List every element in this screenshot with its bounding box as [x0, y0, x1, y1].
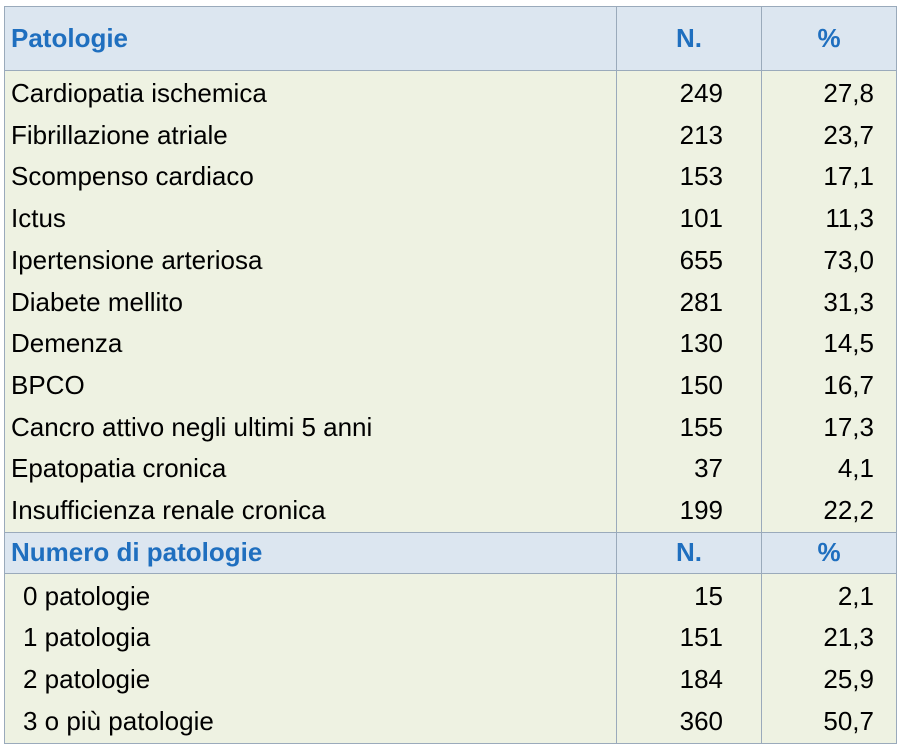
row-n: 655 — [617, 240, 762, 282]
row-label: 3 o più patologie — [5, 701, 617, 743]
row-label: 2 patologie — [5, 659, 617, 701]
row-pct: 17,1 — [762, 156, 897, 198]
row-pct: 17,3 — [762, 407, 897, 449]
table-row — [5, 701, 897, 743]
table-header-row — [5, 7, 897, 71]
row-n: 281 — [617, 282, 762, 324]
row-n: 101 — [617, 198, 762, 240]
row-pct: 50,7 — [762, 701, 897, 743]
row-label: Cardiopatia ischemica — [5, 71, 617, 115]
table-row — [5, 573, 897, 617]
row-label: Scompenso cardiaco — [5, 156, 617, 198]
header-pct: % — [762, 532, 897, 573]
row-label: 1 patologia — [5, 617, 617, 659]
header-label: Patologie — [5, 7, 617, 71]
row-n: 130 — [617, 323, 762, 365]
row-pct: 25,9 — [762, 659, 897, 701]
row-n: 15 — [617, 573, 762, 617]
row-pct: 11,3 — [762, 198, 897, 240]
table-row — [5, 323, 897, 365]
row-pct: 4,1 — [762, 448, 897, 490]
row-n: 184 — [617, 659, 762, 701]
table-row — [5, 198, 897, 240]
table-row — [5, 448, 897, 490]
row-pct: 2,1 — [762, 573, 897, 617]
row-n: 360 — [617, 701, 762, 743]
row-pct: 31,3 — [762, 282, 897, 324]
row-label: Demenza — [5, 323, 617, 365]
table-row — [5, 659, 897, 701]
section2-header-row — [5, 532, 897, 573]
row-label: Ictus — [5, 198, 617, 240]
table-row — [5, 71, 897, 115]
row-label: Epatopatia cronica — [5, 448, 617, 490]
row-label: 0 patologie — [5, 573, 617, 617]
table-row — [5, 365, 897, 407]
table-row — [5, 407, 897, 449]
header-n: N. — [617, 7, 762, 71]
row-n: 249 — [617, 71, 762, 115]
row-n: 153 — [617, 156, 762, 198]
row-pct: 22,2 — [762, 490, 897, 532]
row-n: 199 — [617, 490, 762, 532]
row-pct: 73,0 — [762, 240, 897, 282]
table-container — [4, 6, 897, 744]
section2-body — [5, 573, 897, 743]
row-n: 150 — [617, 365, 762, 407]
row-n: 155 — [617, 407, 762, 449]
row-pct: 21,3 — [762, 617, 897, 659]
row-pct: 23,7 — [762, 115, 897, 157]
section1-body — [5, 71, 897, 533]
table-row — [5, 240, 897, 282]
table-row — [5, 490, 897, 532]
row-label: Insufficienza renale cronica — [5, 490, 617, 532]
row-n: 37 — [617, 448, 762, 490]
row-label: BPCO — [5, 365, 617, 407]
header-n: N. — [617, 532, 762, 573]
row-n: 213 — [617, 115, 762, 157]
header-label: Numero di patologie — [5, 532, 617, 573]
row-label: Fibrillazione atriale — [5, 115, 617, 157]
table-row — [5, 282, 897, 324]
row-pct: 27,8 — [762, 71, 897, 115]
row-label: Diabete mellito — [5, 282, 617, 324]
table-row — [5, 115, 897, 157]
table-row — [5, 156, 897, 198]
row-pct: 14,5 — [762, 323, 897, 365]
row-label: Cancro attivo negli ultimi 5 anni — [5, 407, 617, 449]
row-pct: 16,7 — [762, 365, 897, 407]
pathologies-table — [4, 6, 897, 744]
row-label: Ipertensione arteriosa — [5, 240, 617, 282]
row-n: 151 — [617, 617, 762, 659]
table-row — [5, 617, 897, 659]
header-pct: % — [762, 7, 897, 71]
